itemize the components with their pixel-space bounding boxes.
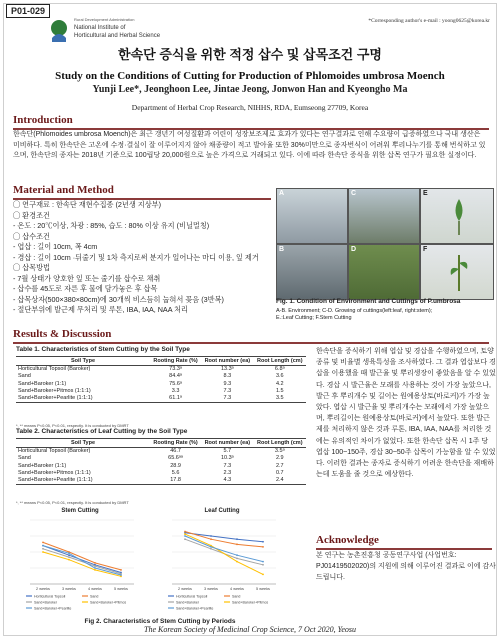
legend-label: Horticultural Topsoil xyxy=(176,594,208,599)
table-row xyxy=(16,477,306,485)
x-tick-label: 3 weeks xyxy=(204,587,218,591)
data-point xyxy=(262,541,264,543)
table-cell: 2.7 xyxy=(275,462,284,469)
table1-header-rooting: Rooting Rate (%) xyxy=(150,357,201,366)
legend-label: Sand+Baroker+Pearlite xyxy=(34,606,72,611)
table2-header-length: Root Length (cm) xyxy=(254,439,306,448)
data-point xyxy=(120,569,122,571)
table-row xyxy=(16,448,306,456)
data-point xyxy=(184,531,186,533)
authors: Yunji Lee*, Jeonghoon Lee, Jintae Jeong, Jonwon Han and Kyeongho Ma xyxy=(92,84,408,95)
data-point xyxy=(184,533,186,535)
table-row xyxy=(16,381,306,388)
material-item: - 삽수를 45도로 자른 후 물에 담가놓은 후 삽목 xyxy=(13,284,158,293)
table-cell: 6.8ᵃ xyxy=(274,366,285,372)
table-cell: 28.9 xyxy=(170,462,181,469)
data-point xyxy=(120,574,122,576)
legend-label: Sand xyxy=(90,594,99,599)
table1-header-soil: Soil Type xyxy=(16,357,150,366)
photo-c xyxy=(348,188,420,244)
data-point xyxy=(94,565,96,567)
data-point xyxy=(210,538,212,540)
material-item: ◯ 환경조건 xyxy=(13,210,50,220)
leaf-cutting-chart xyxy=(164,508,280,614)
table-cell: 7.3 xyxy=(223,387,232,394)
series-line xyxy=(185,536,263,562)
stem-cutting-chart xyxy=(22,508,138,614)
data-point xyxy=(262,564,264,566)
poster-code: P01-029 xyxy=(6,4,50,18)
table-cell: 2.9 xyxy=(275,455,284,462)
x-tick-label: 3 weeks xyxy=(62,587,76,591)
material-item: - 경삽 : 길이 10cm ·뒤줄기 및 1차 측지로써 분지가 일어나는 마디 이용, 잎 제거 xyxy=(13,252,259,262)
table-row xyxy=(16,463,306,470)
x-tick-label: 2 weeks xyxy=(36,587,50,591)
table2-body xyxy=(16,448,306,485)
corresponding-email: *Corresponding author's e-mail : yoong0625@korea.kr xyxy=(368,18,490,24)
photo-b xyxy=(276,244,348,300)
table-cell: 84.4ᵃ xyxy=(169,373,182,380)
data-point xyxy=(94,567,96,569)
material-heading: Material and Method xyxy=(13,184,114,196)
table-row xyxy=(16,373,306,380)
legend-label: Sand+Baroker+Pitmos xyxy=(232,600,269,605)
department: Department of Herbal Crop Research, NIHHS, RDA, Eumseong 27709, Korea xyxy=(131,103,369,112)
data-point xyxy=(42,542,44,544)
korean-title: 한속단 증식을 위한 적정 삽수 및 삽목조건 구명 xyxy=(118,47,382,62)
figure1-sub-2: E.:Leaf Cutting; F.Stem Cutting xyxy=(276,315,352,321)
x-tick-label: 4 weeks xyxy=(230,587,244,591)
photo-label-f: F xyxy=(423,246,428,253)
leaf-chart-title: Leaf Cutting xyxy=(204,508,240,514)
table2 xyxy=(16,438,306,485)
data-point xyxy=(42,545,44,547)
table-cell: Horticultural Topsoil (Baroker) xyxy=(18,448,91,454)
table-cell: 3.5ᵃ xyxy=(274,448,285,454)
legend-label: Sand+Baroker+Pitmos xyxy=(90,600,127,605)
x-tick-label: 2 weeks xyxy=(178,587,192,591)
data-point xyxy=(184,535,186,537)
material-item: - 7월 상태가 양호한 잎 또는 줄기를 삽수로 채취 xyxy=(13,273,161,283)
table1-header-number: Root number (ea) xyxy=(201,357,253,366)
table-cell: 5.7 xyxy=(223,448,232,454)
table-cell: 3.3 xyxy=(171,387,180,394)
table-row xyxy=(16,395,306,403)
table-cell: 4.3 xyxy=(223,477,232,484)
series-line xyxy=(43,542,121,570)
results-rule xyxy=(13,342,489,344)
table2-note: *, ** means P<0.05, P<0.01, respectly. It is conducted by DMRT xyxy=(16,500,129,505)
acknowledge-heading: Acknowledge xyxy=(316,534,379,546)
series-line xyxy=(43,549,121,574)
photo-label-b: B xyxy=(279,246,285,253)
data-point xyxy=(262,561,264,563)
results-heading: Results & Discussion xyxy=(13,328,112,340)
leaf-cutting-icon xyxy=(451,197,467,237)
table-cell: 8.3 xyxy=(223,373,232,380)
data-point xyxy=(236,538,238,540)
data-point xyxy=(262,574,264,576)
figure2-caption: Fig 2. Characteristics of Stem Cutting by Periods xyxy=(84,618,236,625)
table-cell: Sand+Baroker+Pearlite (1:1:1) xyxy=(18,395,93,402)
data-point xyxy=(262,546,264,548)
table-cell: 46.7 xyxy=(170,448,181,454)
material-item: - 삽목상자(500×380×80cm)에 30개씩 비스듬히 눕혀서 꽂음 (3반복) xyxy=(13,294,224,304)
table-cell: 4.2 xyxy=(275,380,284,387)
table-cell: 3.5 xyxy=(275,395,284,402)
table-cell: 0.7 xyxy=(275,469,284,476)
table-cell: 7.3 xyxy=(223,395,232,402)
table1 xyxy=(16,356,306,403)
acknowledge-text: 본 연구는 농촌진흥청 공동연구사업 (사업번호: PJ01419502020)의 지원에 의해 이루어진 결과로 이에 감사드립니다. xyxy=(316,552,496,582)
data-point xyxy=(68,554,70,556)
table-cell: Sand+Baroker+Pitmos (1:1:1) xyxy=(18,469,91,476)
table-cell: 1.5 xyxy=(275,387,284,394)
material-item: - 엽삽 : 길이 10cm, 폭 4cm xyxy=(13,242,98,251)
table-cell: 9.3 xyxy=(223,380,232,387)
table-cell: 10.3ᵃ xyxy=(220,455,234,462)
data-point xyxy=(210,546,212,548)
material-item: ◯ 삽목방법 xyxy=(13,263,50,272)
table1-note: *, ** means P<0.05, P<0.01, respectly. It is conducted by DMRT xyxy=(16,423,129,428)
figure1-sub-1: A-B. Environment; C-D. Growing of cuttings(left:leaf, right:stem); xyxy=(276,308,433,314)
photo-e xyxy=(420,188,494,244)
table2-header-soil: Soil Type xyxy=(16,439,150,448)
table-cell: Horticultural Topsoil (Baroker) xyxy=(18,366,91,372)
photo-label-c: C xyxy=(351,190,357,197)
legend-label: Horticultural Topsoil xyxy=(34,594,66,599)
table-row xyxy=(16,470,306,477)
series-line xyxy=(43,552,121,576)
legend-label: Sand+Baroker+Pearlite xyxy=(176,606,214,611)
table1-header-length: Root Length (cm) xyxy=(254,357,306,366)
data-point xyxy=(94,569,96,571)
stem-chart-title: Stem Cutting xyxy=(61,508,99,514)
figure1-subcaption xyxy=(276,308,492,322)
data-point xyxy=(94,562,96,564)
logo-line-2 xyxy=(74,24,160,40)
table-cell: 2.3 xyxy=(223,469,232,476)
material-list xyxy=(13,200,271,316)
photo-label-e: E xyxy=(423,190,428,197)
table-cell: Sand+Baroker+Pearlite (1:1:1) xyxy=(18,477,93,484)
results-text: 한속단을 증식하기 위해 엽삽 및 경삽을 수행하였으며, 토양 종류 및 비율별 생육특성을 조사하였다. 그 결과 엽삽보다 경삽을 이용했을 때 발근율 및 뿌리생장이 좋았음을 알 수 있었다. 경삽 시 발근율은 모래를 사용하는 것이 가장 높았으나, 발근 후 뿌리개수 및 길이는 원예용상토(바로커)가 가장 높았다. 엽삽 시 발근율 및 뿌리개수는 모래에서 가장 높았으며, 뿌리길이는 원예용상토(바로커)에서 높았다. 또한 발근제를 처리하지 않은 것과 루톤, IBA, IAA, NAA를 처리한 것에는 유의적인 차이가 없었다. 또한 한속단 삽목 시 1주 당 엽삽 100~150주, 경삽 30~50주 삽목이 가능함을 알 수 있었다. 이러한 결과는 종자로 증식하기 어려운 한속단을 재배하는데 도움을 줄 것으로 예상한다. xyxy=(316,348,496,479)
data-point xyxy=(68,559,70,561)
data-point xyxy=(236,554,238,556)
table-cell: 73.3ᵃ xyxy=(169,366,182,372)
table-row xyxy=(16,455,306,462)
photo-label-a: A xyxy=(279,190,285,197)
english-title: Study on the Conditions of Cutting for Production of Phlomoides umbrosa Moench xyxy=(55,70,445,82)
photo-f xyxy=(420,244,494,300)
introduction-text: 한속단(Phlomoides umbrosa Moench)은 최근 갱년기 여성질환과 어린이 성장보조제로 효과가 있다는 연구결과로 인해 수요량이 급증하였으나 국내 생산은 미비하다. 특히 한속단은 고온에 수정·결실이 잘 이루어지지 않아 채종량이 적고 발아율 또한 30%미만으로 종자번식이 어려워 뿌리나누기를 통해 번식하고 있으며, 한속단의 종자는 2018년 기준으로 100립당 20,000원으로 높은 가격으로 거래되고 있다. 이에 따라 한속단 증식을 위한 삽목 연구가 필요한 실정이다. xyxy=(13,131,486,159)
legend-label: Sand+Baroker xyxy=(34,600,58,605)
x-tick-label: 5 weeks xyxy=(114,587,128,591)
data-point xyxy=(42,548,44,550)
table-cell: 75.6ᵃ xyxy=(169,380,182,387)
material-item: - 온도 : 20℃이상, 차광 : 85%, 습도 : 80% 이상 유지 (비닐멀칭) xyxy=(13,221,210,230)
table2-header-rooting: Rooting Rate (%) xyxy=(150,439,201,448)
table1-body xyxy=(16,366,306,403)
logo-line-1: Rural Development Administration xyxy=(74,17,135,22)
table-cell: Sand+Baroker (1:1) xyxy=(18,380,67,387)
data-point xyxy=(236,561,238,563)
photo-d xyxy=(348,244,420,300)
table-row xyxy=(16,388,306,395)
table-cell: 7.3 xyxy=(223,462,232,469)
table-cell: Sand+Baroker+Pitmos (1:1:1) xyxy=(18,387,91,394)
logo-line-2b: Horticultural and Herbal Science xyxy=(74,33,161,39)
data-point xyxy=(210,535,212,537)
data-point xyxy=(68,556,70,558)
photo-a xyxy=(276,188,348,244)
table-cell: Sand xyxy=(18,455,31,462)
table2-header-number: Root number (ea) xyxy=(201,439,253,448)
figure1-photos xyxy=(276,188,492,298)
data-point xyxy=(236,543,238,545)
x-tick-label: 5 weeks xyxy=(256,587,270,591)
table2-caption: Table 2. Characteristics of Leaf Cutting by the Soil Type xyxy=(16,428,188,435)
table-cell: 65.6ᵃᵃ xyxy=(168,455,183,462)
data-point xyxy=(236,558,238,560)
table1-caption: Table 1. Characteristics of Stem Cutting by the Soil Type xyxy=(16,346,190,353)
stem-cutting-icon xyxy=(447,251,471,295)
rda-logo-icon xyxy=(48,18,70,44)
table-cell: Sand xyxy=(18,373,31,380)
data-point xyxy=(42,551,44,553)
leaf-chart-svg xyxy=(164,516,280,614)
legend-label: Sand+Baroker xyxy=(176,600,200,605)
data-point xyxy=(210,548,212,550)
figure1-caption: Fig. 1. Condition of Environment and Cuttings of P.umbrosa xyxy=(276,298,461,305)
introduction-heading: Introduction xyxy=(13,114,73,126)
stem-chart-svg xyxy=(22,516,138,614)
table-cell: Sand+Baroker (1:1) xyxy=(18,462,67,469)
table-cell: 17.8 xyxy=(170,477,181,484)
table-cell: 5.6 xyxy=(171,469,180,476)
data-point xyxy=(68,552,70,554)
table-cell: 2.4 xyxy=(275,477,284,484)
data-point xyxy=(184,538,186,540)
table-cell: 13.3ᵃ xyxy=(220,366,234,372)
x-tick-label: 4 weeks xyxy=(88,587,102,591)
logo-line-2a: National Institute of xyxy=(74,25,126,31)
table-cell: 61.1ᵃ xyxy=(169,395,182,402)
series-line xyxy=(43,546,121,573)
photo-label-d: D xyxy=(351,246,357,253)
legend-label: Sand xyxy=(232,594,241,599)
material-item: ◯ 연구재료 : 한속단 재현수집종 (2년생 지상부) xyxy=(13,200,161,209)
material-item: - 절단부위에 발근제 무처리 및 루톤, IBA, IAA, NAA 처리 xyxy=(13,305,188,314)
footer: The Korean Society of Medicinal Crop Science, 7 Oct 2020, Yeosu xyxy=(144,625,356,634)
material-item: ◯ 삽수조건 xyxy=(13,231,50,241)
table-cell: 3.6 xyxy=(275,373,284,380)
table-row xyxy=(16,366,306,374)
